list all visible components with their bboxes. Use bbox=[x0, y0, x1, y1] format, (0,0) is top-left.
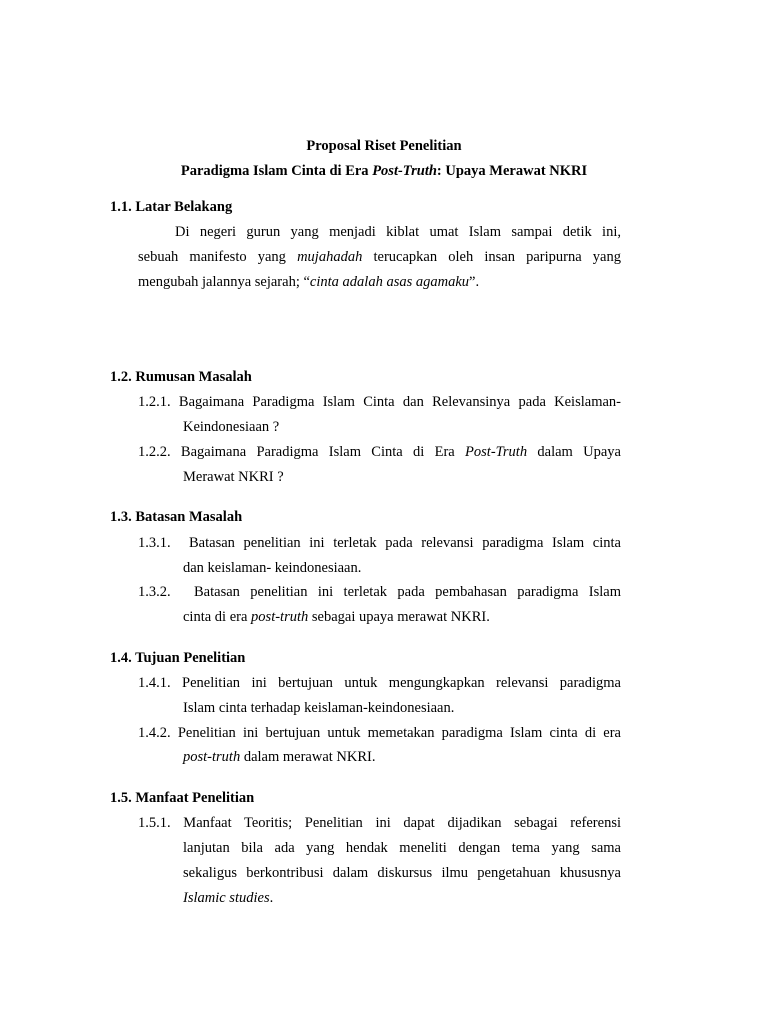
rumusan-item1-line1: 1.2.1. Bagaimana Paradigma Islam Cinta dan Relevansinya pada Keislaman- bbox=[138, 394, 621, 410]
latar-line2-italic: mujahadah bbox=[297, 249, 363, 265]
document-title: Proposal Riset Penelitian bbox=[306, 138, 462, 154]
latar-line2-a: sebuah manifesto yang bbox=[138, 249, 298, 265]
batasan-item2-a: cinta di era bbox=[183, 609, 252, 625]
rumusan-item2-line1 bbox=[138, 443, 621, 461]
batasan-item2-line2 bbox=[183, 608, 490, 626]
heading-manfaat-penelitian: 1.5. Manfaat Penelitian bbox=[110, 790, 255, 806]
tujuan-item2-line2 bbox=[183, 748, 376, 766]
latar-paragraph-line1: Di negeri gurun yang menjadi kiblat umat Islam sampai detik ini, bbox=[175, 224, 621, 240]
rumusan-item1-line2: Keindonesiaan ? bbox=[183, 419, 280, 435]
document-subtitle bbox=[0, 162, 768, 180]
manfaat-item1-italic: Islamic studies bbox=[183, 890, 270, 906]
rumusan-item2-b: dalam Upaya bbox=[527, 444, 621, 460]
heading-tujuan-penelitian: 1.4. Tujuan Penelitian bbox=[110, 650, 246, 666]
heading-rumusan-masalah: 1.2. Rumusan Masalah bbox=[110, 369, 252, 385]
manfaat-item1-line2: lanjutan bila ada yang hendak meneliti dengan tema yang sama bbox=[183, 840, 621, 856]
manfaat-item1-line3: sekaligus berkontribusi dalam diskursus ilmu pengetahuan khususnya bbox=[183, 865, 621, 881]
latar-paragraph-line3 bbox=[138, 273, 479, 291]
latar-line3-a: mengubah jalannya sejarah; “ bbox=[138, 274, 310, 290]
latar-paragraph-line2 bbox=[138, 248, 621, 266]
tujuan-item2-b: dalam merawat NKRI. bbox=[240, 749, 376, 765]
batasan-item1-number: 1.3.1. bbox=[138, 535, 171, 551]
manfaat-item1-line4 bbox=[183, 889, 273, 907]
latar-line3-b: ”. bbox=[469, 274, 480, 290]
rumusan-item2-italic: Post-Truth bbox=[465, 444, 528, 460]
subtitle-part2: : Upaya Merawat NKRI bbox=[436, 163, 588, 179]
heading-latar-belakang: 1.1. Latar Belakang bbox=[110, 199, 233, 215]
tujuan-item1-line2: Islam cinta terhadap keislaman-keindonesiaan. bbox=[183, 700, 455, 716]
tujuan-item1-line1: 1.4.1. Penelitian ini bertujuan untuk mengungkapkan relevansi paradigma bbox=[138, 675, 621, 691]
batasan-item2-line1: Batasan penelitian ini terletak pada pembahasan paradigma Islam bbox=[194, 584, 621, 600]
batasan-item2-b: sebagai upaya merawat NKRI. bbox=[308, 609, 490, 625]
batasan-item2-italic: post-truth bbox=[251, 609, 309, 625]
rumusan-item2-a: 1.2.2. Bagaimana Paradigma Islam Cinta di Era bbox=[138, 444, 466, 460]
subtitle-italic: Post-Truth bbox=[372, 163, 437, 179]
tujuan-item2-line1: 1.4.2. Penelitian ini bertujuan untuk memetakan paradigma Islam cinta di era bbox=[138, 725, 621, 741]
rumusan-item2-line2: Merawat NKRI ? bbox=[183, 469, 284, 485]
manfaat-item1-b: . bbox=[269, 890, 274, 906]
tujuan-item2-italic: post-truth bbox=[183, 749, 241, 765]
heading-batasan-masalah: 1.3. Batasan Masalah bbox=[110, 509, 243, 525]
latar-line2-b: terucapkan oleh insan paripurna yang bbox=[362, 249, 621, 265]
subtitle-part1: Paradigma Islam Cinta di Era bbox=[180, 163, 373, 179]
batasan-item1-line1: Batasan penelitian ini terletak pada relevansi paradigma Islam cinta bbox=[189, 535, 621, 551]
batasan-item2-number: 1.3.2. bbox=[138, 584, 171, 600]
batasan-item1-line2: dan keislaman- keindonesiaan. bbox=[183, 560, 362, 576]
manfaat-item1-line1: 1.5.1. Manfaat Teoritis; Penelitian ini dapat dijadikan sebagai referensi bbox=[138, 815, 621, 831]
latar-line3-italic: cinta adalah asas agamaku bbox=[309, 274, 470, 290]
